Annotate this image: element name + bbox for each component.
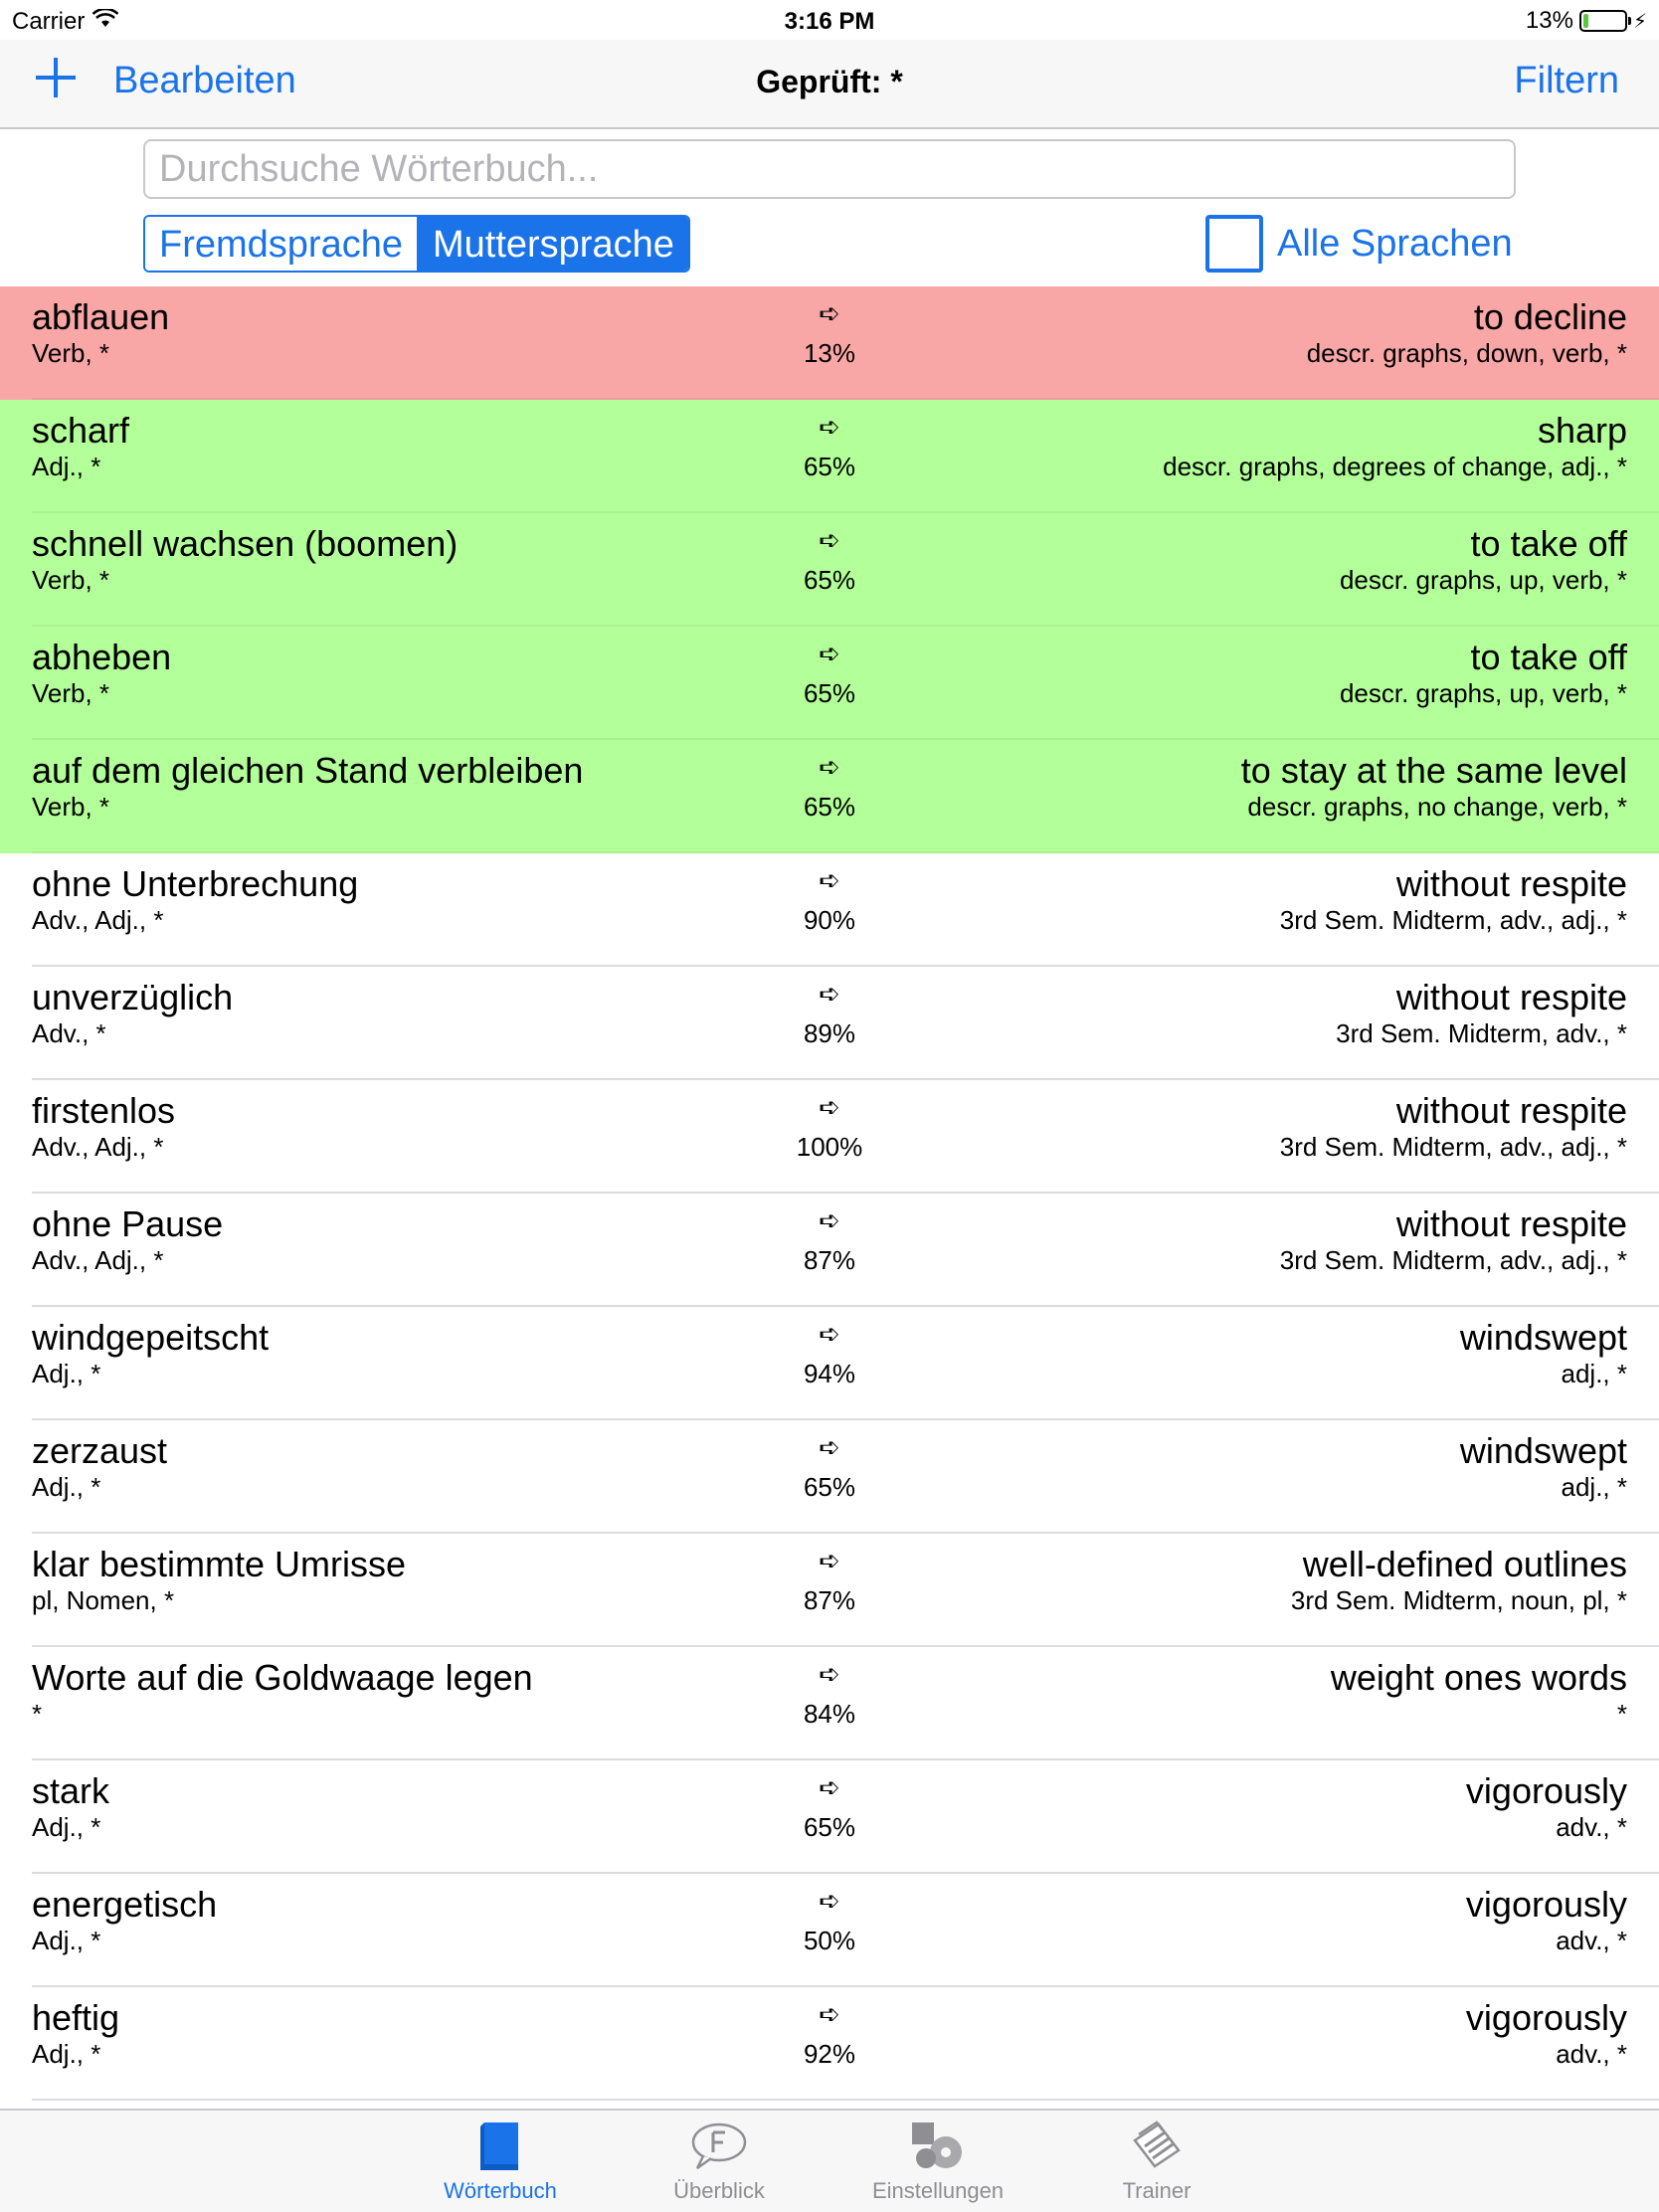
entry-percent: 50% [803, 1926, 856, 1955]
entry-tags: descr. graphs, up, verb, * [1339, 565, 1627, 595]
list-item[interactable] [0, 1874, 1659, 1987]
entry-word-type: Adv., * [32, 1018, 106, 1048]
entry-translation: without respite [1395, 977, 1627, 1017]
list-item[interactable] [0, 1080, 1659, 1194]
arrow-right-icon: ➪ [819, 752, 840, 782]
entry-term: abflauen [32, 296, 170, 337]
entry-translation: without respite [1395, 1090, 1627, 1131]
entry-translation: to take off [1470, 523, 1627, 564]
entry-word-type: * [32, 1699, 43, 1729]
arrow-right-icon: ➪ [819, 865, 840, 895]
segment-native-language[interactable]: Muttersprache [417, 217, 688, 271]
page-title: Geprüft: * [756, 64, 903, 99]
entry-term: heftig [32, 1997, 120, 2038]
tab-woerterbuch[interactable] [406, 2120, 595, 2204]
entry-word-type: Adj., * [32, 1926, 101, 1955]
charging-bolt-icon: ⚡ [1632, 10, 1647, 33]
vocabulary-list[interactable] [0, 286, 1659, 2109]
tab-einstellungen[interactable] [843, 2120, 1032, 2204]
navigation-bar [0, 40, 1659, 129]
entry-translation: windswept [1459, 1317, 1627, 1358]
gears-icon [910, 2120, 966, 2172]
entry-percent: 65% [803, 1472, 856, 1502]
list-item[interactable] [0, 400, 1659, 513]
entry-word-type: Verb, * [32, 792, 110, 822]
entry-tags: descr. graphs, no change, verb, * [1247, 792, 1627, 822]
entry-percent: 65% [803, 452, 856, 481]
entry-term: energetisch [32, 1884, 218, 1925]
entry-tags: 3rd Sem. Midterm, adv., adj., * [1279, 905, 1627, 935]
entry-translation: to take off [1470, 637, 1627, 677]
entry-word-type: Adj., * [32, 2039, 101, 2069]
list-item[interactable] [0, 286, 1659, 400]
list-item[interactable] [0, 1647, 1659, 1760]
all-languages-label[interactable]: Alle Sprachen [1277, 222, 1513, 265]
entry-word-type: Adv., Adj., * [32, 1132, 164, 1162]
entry-term: stark [32, 1770, 110, 1811]
entry-word-type: Verb, * [32, 565, 110, 595]
entry-term: zerzaust [32, 1430, 168, 1471]
status-time: 3:16 PM [784, 8, 875, 35]
entry-percent: 13% [803, 338, 856, 368]
entry-percent: 92% [803, 2039, 856, 2069]
tab-label: Überblick [673, 2178, 765, 2203]
entry-translation: without respite [1395, 863, 1627, 904]
entry-word-type: pl, Nomen, * [32, 1585, 175, 1615]
entry-translation: to stay at the same level [1240, 750, 1627, 791]
arrow-right-icon: ➪ [819, 1659, 840, 1689]
entry-translation: vigorously [1465, 1997, 1627, 2038]
arrow-right-icon: ➪ [819, 1092, 840, 1122]
entry-translation: to decline [1473, 296, 1627, 337]
arrow-right-icon: ➪ [819, 1886, 840, 1916]
speech-bubble-icon [691, 2120, 747, 2172]
entry-term: ohne Pause [32, 1203, 224, 1244]
entry-percent: 65% [803, 565, 856, 595]
entry-term: ohne Unterbrechung [32, 863, 359, 904]
arrow-right-icon: ➪ [819, 412, 840, 442]
entry-percent: 89% [803, 1018, 856, 1048]
entry-word-type: Verb, * [32, 678, 110, 708]
list-item[interactable] [0, 853, 1659, 967]
segment-foreign-language[interactable]: Fremdsprache [145, 217, 417, 271]
entry-tags: * [1616, 1699, 1627, 1729]
list-item[interactable] [0, 513, 1659, 627]
list-item[interactable] [0, 627, 1659, 740]
entry-word-type: Adj., * [32, 1359, 101, 1388]
arrow-right-icon: ➪ [819, 298, 840, 328]
list-item[interactable] [0, 1534, 1659, 1647]
all-languages-toggle[interactable] [1205, 215, 1513, 273]
entry-tags: descr. graphs, down, verb, * [1306, 338, 1627, 368]
all-languages-checkbox[interactable] [1205, 215, 1263, 273]
arrow-right-icon: ➪ [819, 1772, 840, 1802]
entry-percent: 87% [803, 1585, 856, 1615]
tab-ueberblick[interactable] [625, 2120, 814, 2204]
entry-percent: 100% [796, 1132, 863, 1162]
entry-translation: without respite [1395, 1203, 1627, 1244]
entry-percent: 65% [803, 792, 856, 822]
entry-word-type: Adv., Adj., * [32, 905, 164, 935]
entry-percent: 87% [803, 1245, 856, 1275]
entry-word-type: Adv., Adj., * [32, 1245, 164, 1275]
entry-term: schnell wachsen (boomen) [32, 523, 459, 564]
list-item[interactable] [0, 740, 1659, 853]
carrier-label: Carrier [12, 8, 86, 35]
entry-tags: adj., * [1561, 1472, 1627, 1502]
entry-tags: 3rd Sem. Midterm, noun, pl, * [1290, 1585, 1627, 1615]
battery-percent: 13% [1525, 7, 1573, 34]
list-item[interactable] [0, 1760, 1659, 1874]
entry-percent: 65% [803, 1812, 856, 1842]
entry-tags: adv., * [1556, 1812, 1627, 1842]
entry-term: windgepeitscht [32, 1317, 270, 1358]
arrow-right-icon: ➪ [819, 1205, 840, 1235]
list-item[interactable] [0, 1987, 1659, 2101]
entry-term: firstenlos [32, 1090, 176, 1131]
arrow-right-icon: ➪ [819, 1546, 840, 1575]
arrow-right-icon: ➪ [819, 525, 840, 555]
entry-translation: sharp [1537, 410, 1627, 451]
entry-word-type: Adj., * [32, 1812, 101, 1842]
entry-tags: descr. graphs, degrees of change, adj., * [1163, 452, 1627, 481]
arrow-right-icon: ➪ [819, 1432, 840, 1462]
search-input[interactable] [143, 139, 1516, 199]
entry-tags: adv., * [1556, 2039, 1627, 2069]
battery-status [1526, 7, 1647, 35]
entry-percent: 84% [803, 1699, 856, 1729]
list-item[interactable] [0, 967, 1659, 1080]
entry-term: abheben [32, 637, 172, 677]
entry-word-type: Adj., * [32, 452, 101, 481]
arrow-right-icon: ➪ [819, 1999, 840, 2029]
tab-trainer[interactable] [1062, 2120, 1251, 2204]
entry-percent: 65% [803, 678, 856, 708]
entry-percent: 90% [803, 905, 856, 935]
tab-bar [0, 2109, 1659, 2212]
entry-tags: adj., * [1561, 1359, 1627, 1388]
entry-tags: 3rd Sem. Midterm, adv., adj., * [1279, 1245, 1627, 1275]
entry-term: Worte auf die Goldwaage legen [32, 1657, 533, 1698]
entry-tags: 3rd Sem. Midterm, adv., adj., * [1279, 1132, 1627, 1162]
tab-label: Trainer [1122, 2178, 1192, 2203]
filter-button[interactable]: Filtern [1514, 60, 1619, 101]
entry-tags: 3rd Sem. Midterm, adv., * [1336, 1018, 1627, 1048]
tab-label: Einstellungen [871, 2178, 1005, 2203]
list-item[interactable] [0, 1194, 1659, 1307]
cards-icon [1129, 2120, 1185, 2172]
tab-label: Wörterbuch [444, 2178, 557, 2203]
list-item[interactable] [0, 1307, 1659, 1420]
entry-term: klar bestimmte Umrisse [32, 1544, 407, 1584]
status-bar [0, 0, 1659, 40]
entry-translation: well-defined outlines [1302, 1544, 1627, 1584]
list-item[interactable] [0, 1420, 1659, 1534]
entry-term: auf dem gleichen Stand verbleiben [32, 750, 584, 791]
arrow-right-icon: ➪ [819, 979, 840, 1009]
entry-tags: adv., * [1556, 1926, 1627, 1955]
entry-translation: weight ones words [1330, 1657, 1627, 1698]
entry-word-type: Verb, * [32, 338, 110, 368]
book-icon [472, 2120, 528, 2172]
entry-translation: vigorously [1465, 1770, 1627, 1811]
entry-translation: vigorously [1465, 1884, 1627, 1925]
entry-translation: windswept [1459, 1430, 1627, 1471]
entry-term: scharf [32, 410, 130, 451]
arrow-right-icon: ➪ [819, 639, 840, 668]
entry-word-type: Adj., * [32, 1472, 101, 1502]
battery-icon [1579, 10, 1627, 32]
entry-term: unverzüglich [32, 977, 234, 1017]
edit-button[interactable]: Bearbeiten [113, 60, 296, 101]
entry-percent: 94% [803, 1359, 856, 1388]
arrow-right-icon: ➪ [819, 1319, 840, 1349]
entry-tags: descr. graphs, up, verb, * [1339, 678, 1627, 708]
language-segmented-control [143, 215, 690, 273]
